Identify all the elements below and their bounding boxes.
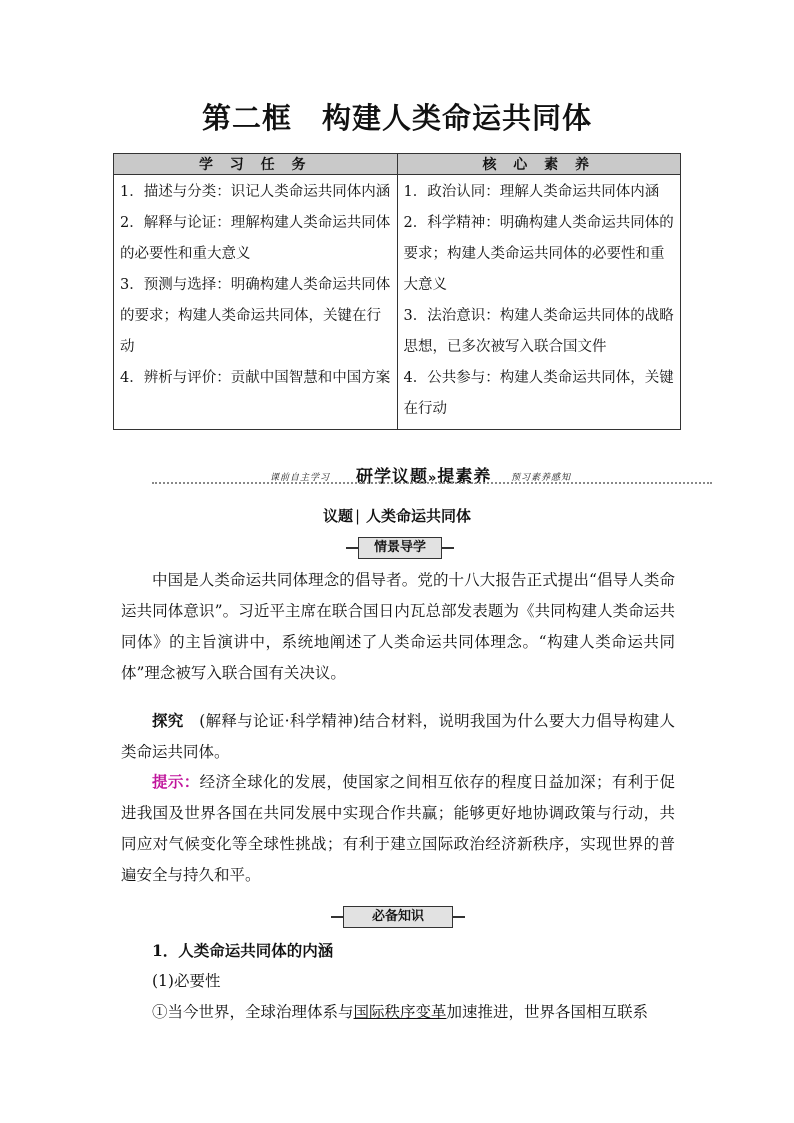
title-part1: 第二框 — [201, 101, 292, 135]
dotted-divider — [152, 482, 712, 484]
topic-label: 议题 — [322, 507, 353, 525]
topic-text: 人类命运共同体 — [366, 507, 472, 525]
task-item: 3．预测与选择：明确构建人类命运共同体的要求；构建人类命运共同体，关键在行动 — [120, 277, 391, 355]
necessity-item-1 — [121, 997, 675, 1028]
knowledge-heading: 1．人类命运共同体的内涵 — [152, 941, 334, 960]
banner-right-text: 预习素养感知 — [511, 473, 572, 483]
literacy-item: 4．公共参与：构建人类命运共同体，关键在行动 — [403, 370, 674, 417]
explore-label: 探究 — [152, 711, 184, 730]
subheading-necessity: (1)必要性 — [152, 972, 221, 990]
banner-main2: 提素养 — [437, 467, 492, 487]
topic-heading — [0, 505, 794, 526]
header-learning-tasks: 学 习 任 务 — [114, 154, 398, 175]
item1-post: 加速推进，世界各国相互联系 — [446, 1003, 649, 1021]
banner-left-text: 课前自主学习 — [270, 473, 331, 483]
tip-text: 经济全球化的发展，使国家之间相互依存的程度日益加深；有利于促进我国及世界各国在共同发展中实现合作共赢；能够更好地协调政策与行动，共同应对气候变化等全球性挑战；有利于建立国际政治经济新秩序，实现世界的普遍安全与持久和平。 — [121, 773, 675, 884]
item1-pre: ①当今世界，全球治理体系与 — [152, 1003, 354, 1021]
topic-separator: | — [354, 507, 361, 525]
task-item: 4．辨析与评价：贡献中国智慧和中国方案 — [120, 370, 391, 386]
learning-tasks-cell — [114, 175, 398, 430]
literacy-item: 1．政治认同：理解人类命运共同体内涵 — [403, 184, 660, 200]
double-arrow-icon: » — [428, 471, 438, 486]
page-title — [0, 96, 794, 137]
banner-main1: 研学议题 — [356, 467, 428, 487]
task-item: 1．描述与分类：识记人类命运共同体内涵 — [120, 184, 391, 200]
header-core-literacy: 核 心 素 养 — [397, 154, 681, 175]
explore-text: (解释与论证·科学精神)结合材料，说明我国为什么要大力倡导构建人类命运共同体。 — [121, 712, 675, 761]
literacy-item: 2．科学精神：明确构建人类命运共同体的要求；构建人类命运共同体的必要性和重大意义 — [403, 215, 674, 293]
intro-paragraph: 中国是人类命运共同体理念的倡导者。党的十八大报告正式提出“倡导人类命运共同体意识”。习近平主席在联合国日内瓦总部发表题为《共同构建人类命运共同体》的主旨演讲中，系统地阐述了人类命运共同体理念。“构建人类命运共同体”理念被写入联合国有关决议。 — [121, 571, 675, 682]
item1-underlined: 国际秩序变革 — [353, 1003, 447, 1021]
explore-paragraph — [121, 705, 675, 768]
section-label-essential-knowledge: 必备知识 — [343, 906, 453, 928]
task-item: 2．解释与论证：理解构建人类命运共同体的必要性和重大意义 — [120, 215, 391, 262]
tip-paragraph — [121, 766, 675, 891]
section-banner — [152, 462, 712, 488]
task-literacy-table — [113, 153, 681, 430]
core-literacy-cell — [397, 175, 681, 430]
title-part2: 构建人类命运共同体 — [322, 101, 593, 135]
tip-label: 提示： — [152, 772, 200, 791]
literacy-item: 3．法治意识：构建人类命运共同体的战略思想，已多次被写入联合国文件 — [403, 308, 674, 355]
section-label-scenario: 情景导学 — [358, 537, 442, 559]
